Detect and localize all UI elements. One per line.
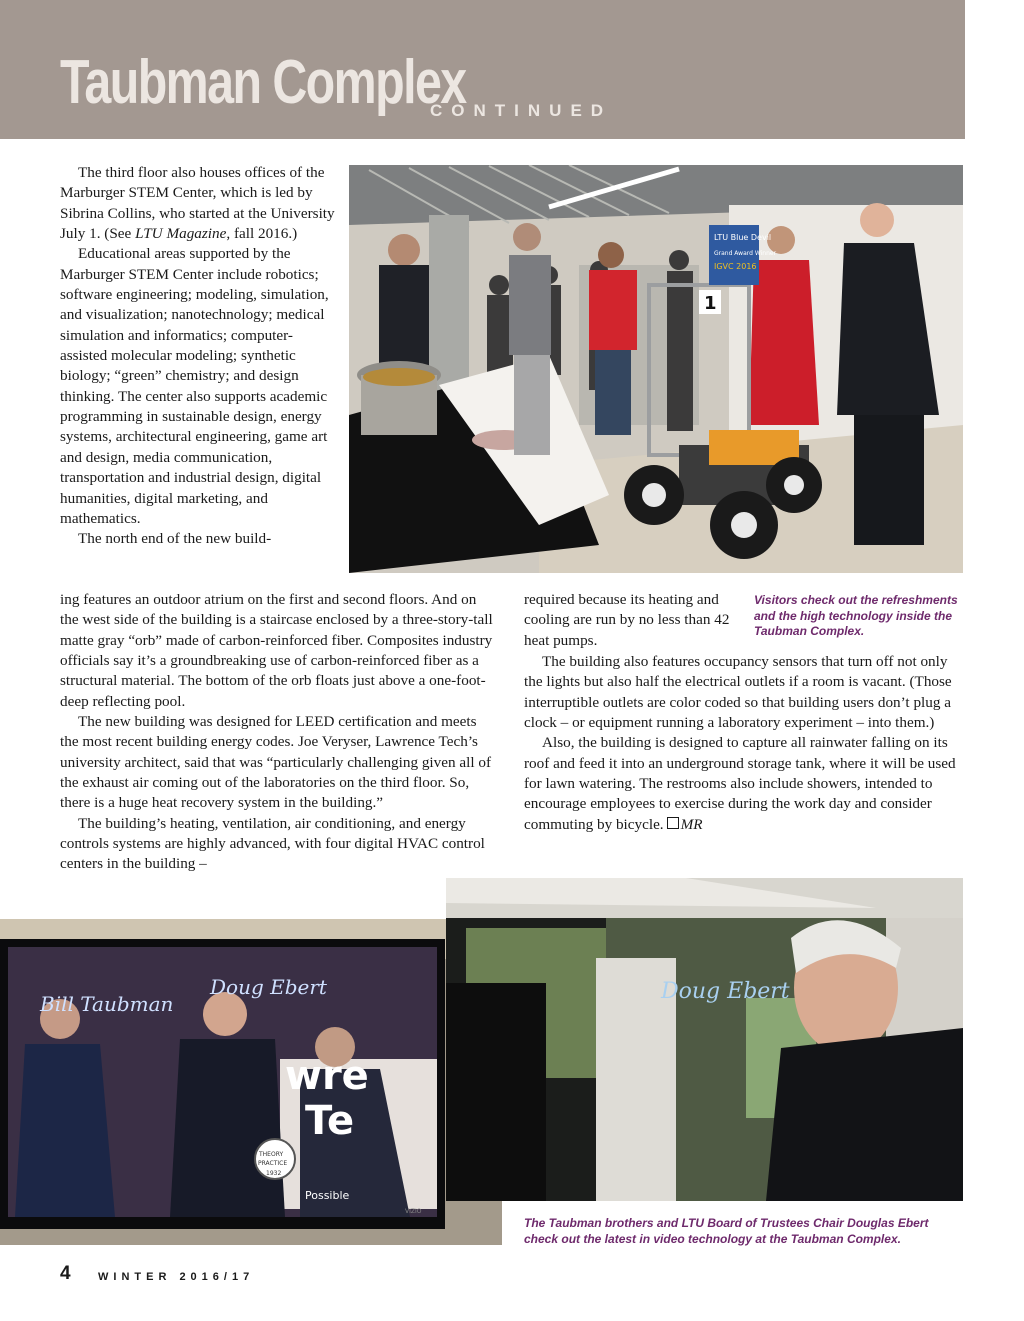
photo-visitors-robot: [349, 165, 963, 573]
header-band: [0, 0, 965, 139]
seal-year: 1932: [266, 1170, 282, 1177]
screen-signature: Bill Taubman: [40, 992, 174, 1016]
paragraph: [60, 163, 340, 244]
paragraph-text: Also, the building is designed to capture all rainwater falling on its roof and feed it into an underground storage tank, where it will be used for lawn watering. The restrooms also include showers, intended to encourage employees to exercise during the work day and consider commuting by bicycle.: [524, 734, 956, 833]
page-subtitle: CONTINUED: [430, 101, 613, 120]
screen-logo-text: Te: [305, 1098, 355, 1144]
paragraph: The new building was designed for LEED certification and meets the most recent building energy codes. Joe Veryser, Lawrence Tech’s university architect, said that was “particularly challenging given all of the exhaust air coming out of the laboratories on the third floor. So, there is a huge heat recovery system in the building.”: [60, 713, 492, 812]
paragraph: ing features an outdoor atrium on the first and second floors. And on the west side of the building is a staircase enclosed by a three-story-tall matte gray “orb” made of carbon-reinforced fiber. Composites industry officials say it’s a groundbreaking use of carbon-reinforced fiber as a structural material. The bottom of the orb floats just above a one-foot-deep reflecting pool.: [60, 591, 493, 710]
paragraph: [524, 733, 964, 835]
photo-douglas-ebert: [446, 878, 963, 1201]
page-number: 4: [60, 1263, 71, 1284]
issue-label: WINTER 2016/17: [98, 1271, 255, 1283]
tv-brand: VIZIO: [405, 1208, 422, 1215]
article-column-right-top: [524, 590, 739, 651]
article-column-left-bottom: [60, 590, 494, 875]
photo-caption-robot: Visitors check out the refreshments and the high technology inside the Taubman Complex.: [754, 593, 958, 638]
end-mark-icon: [667, 817, 679, 829]
paragraph: The building’s heating, ventilation, air conditioning, and energy controls systems are highly advanced, with four digital HVAC control centers in the building –: [60, 814, 485, 873]
paragraph-text: , fall 2016.): [226, 225, 298, 243]
photo-video-screen: [0, 919, 502, 1245]
paragraph: Educational areas supported by the Marburger STEM Center include robotics; software engineering; modeling, simulation, and visualization; nanotechnology; medical simulation and informatics; computer-assisted molecular modeling; synthetic biology; “green” chemistry; and design thinking. The center also supports academic programming in sustainable design, energy systems, architectural engineering, game art and design, media communication, transportation and industrial design, digital humanities, digital marketing, and mathematics.: [60, 245, 329, 527]
robot-number: 1: [704, 293, 717, 314]
glass-signature: Doug Ebert: [661, 979, 790, 1004]
robot-sign-text: LTU Blue Devil: [714, 233, 772, 242]
paragraph-start: The north end of the new build-: [78, 530, 272, 548]
page-title: Taubman Complex: [60, 48, 466, 117]
article-column-right-bottom: [524, 652, 964, 835]
paragraph: required because its heating and cooling are run by no less than 42 heat pumps.: [524, 591, 730, 649]
seal-text: PRACTICE: [258, 1160, 288, 1167]
screen-logo-text: wre: [285, 1053, 369, 1099]
author-signature: MR: [680, 815, 703, 833]
robot-sign-text: IGVC 2016: [714, 262, 757, 271]
paragraph: The building also features occupancy sensors that turn off not only the lights but also half the electrical outlets if a room is vacant. (Those interruptible outlets are color coded so that building users don’t plug a clock – or equipment running a laboratory experiment – into them.): [524, 653, 952, 732]
seal-text: THEORY: [259, 1151, 284, 1158]
magazine-title: LTU Magazine: [135, 225, 227, 243]
photo-caption-screen: The Taubman brothers and LTU Board of Trustees Chair Douglas Ebert check out the latest in video technology at the Taubman Complex.: [524, 1216, 929, 1246]
article-column-left-top: [60, 163, 340, 550]
robot-sign-text: Grand Award Winner: [714, 250, 777, 257]
paragraph-text: The third floor also houses offices of the Marburger STEM Center, which is led by Sibrina Collins, who started at the University July 1. (See: [60, 164, 335, 243]
screen-logo-text: Possible: [305, 1189, 350, 1202]
screen-signature: Doug Ebert: [210, 975, 327, 999]
